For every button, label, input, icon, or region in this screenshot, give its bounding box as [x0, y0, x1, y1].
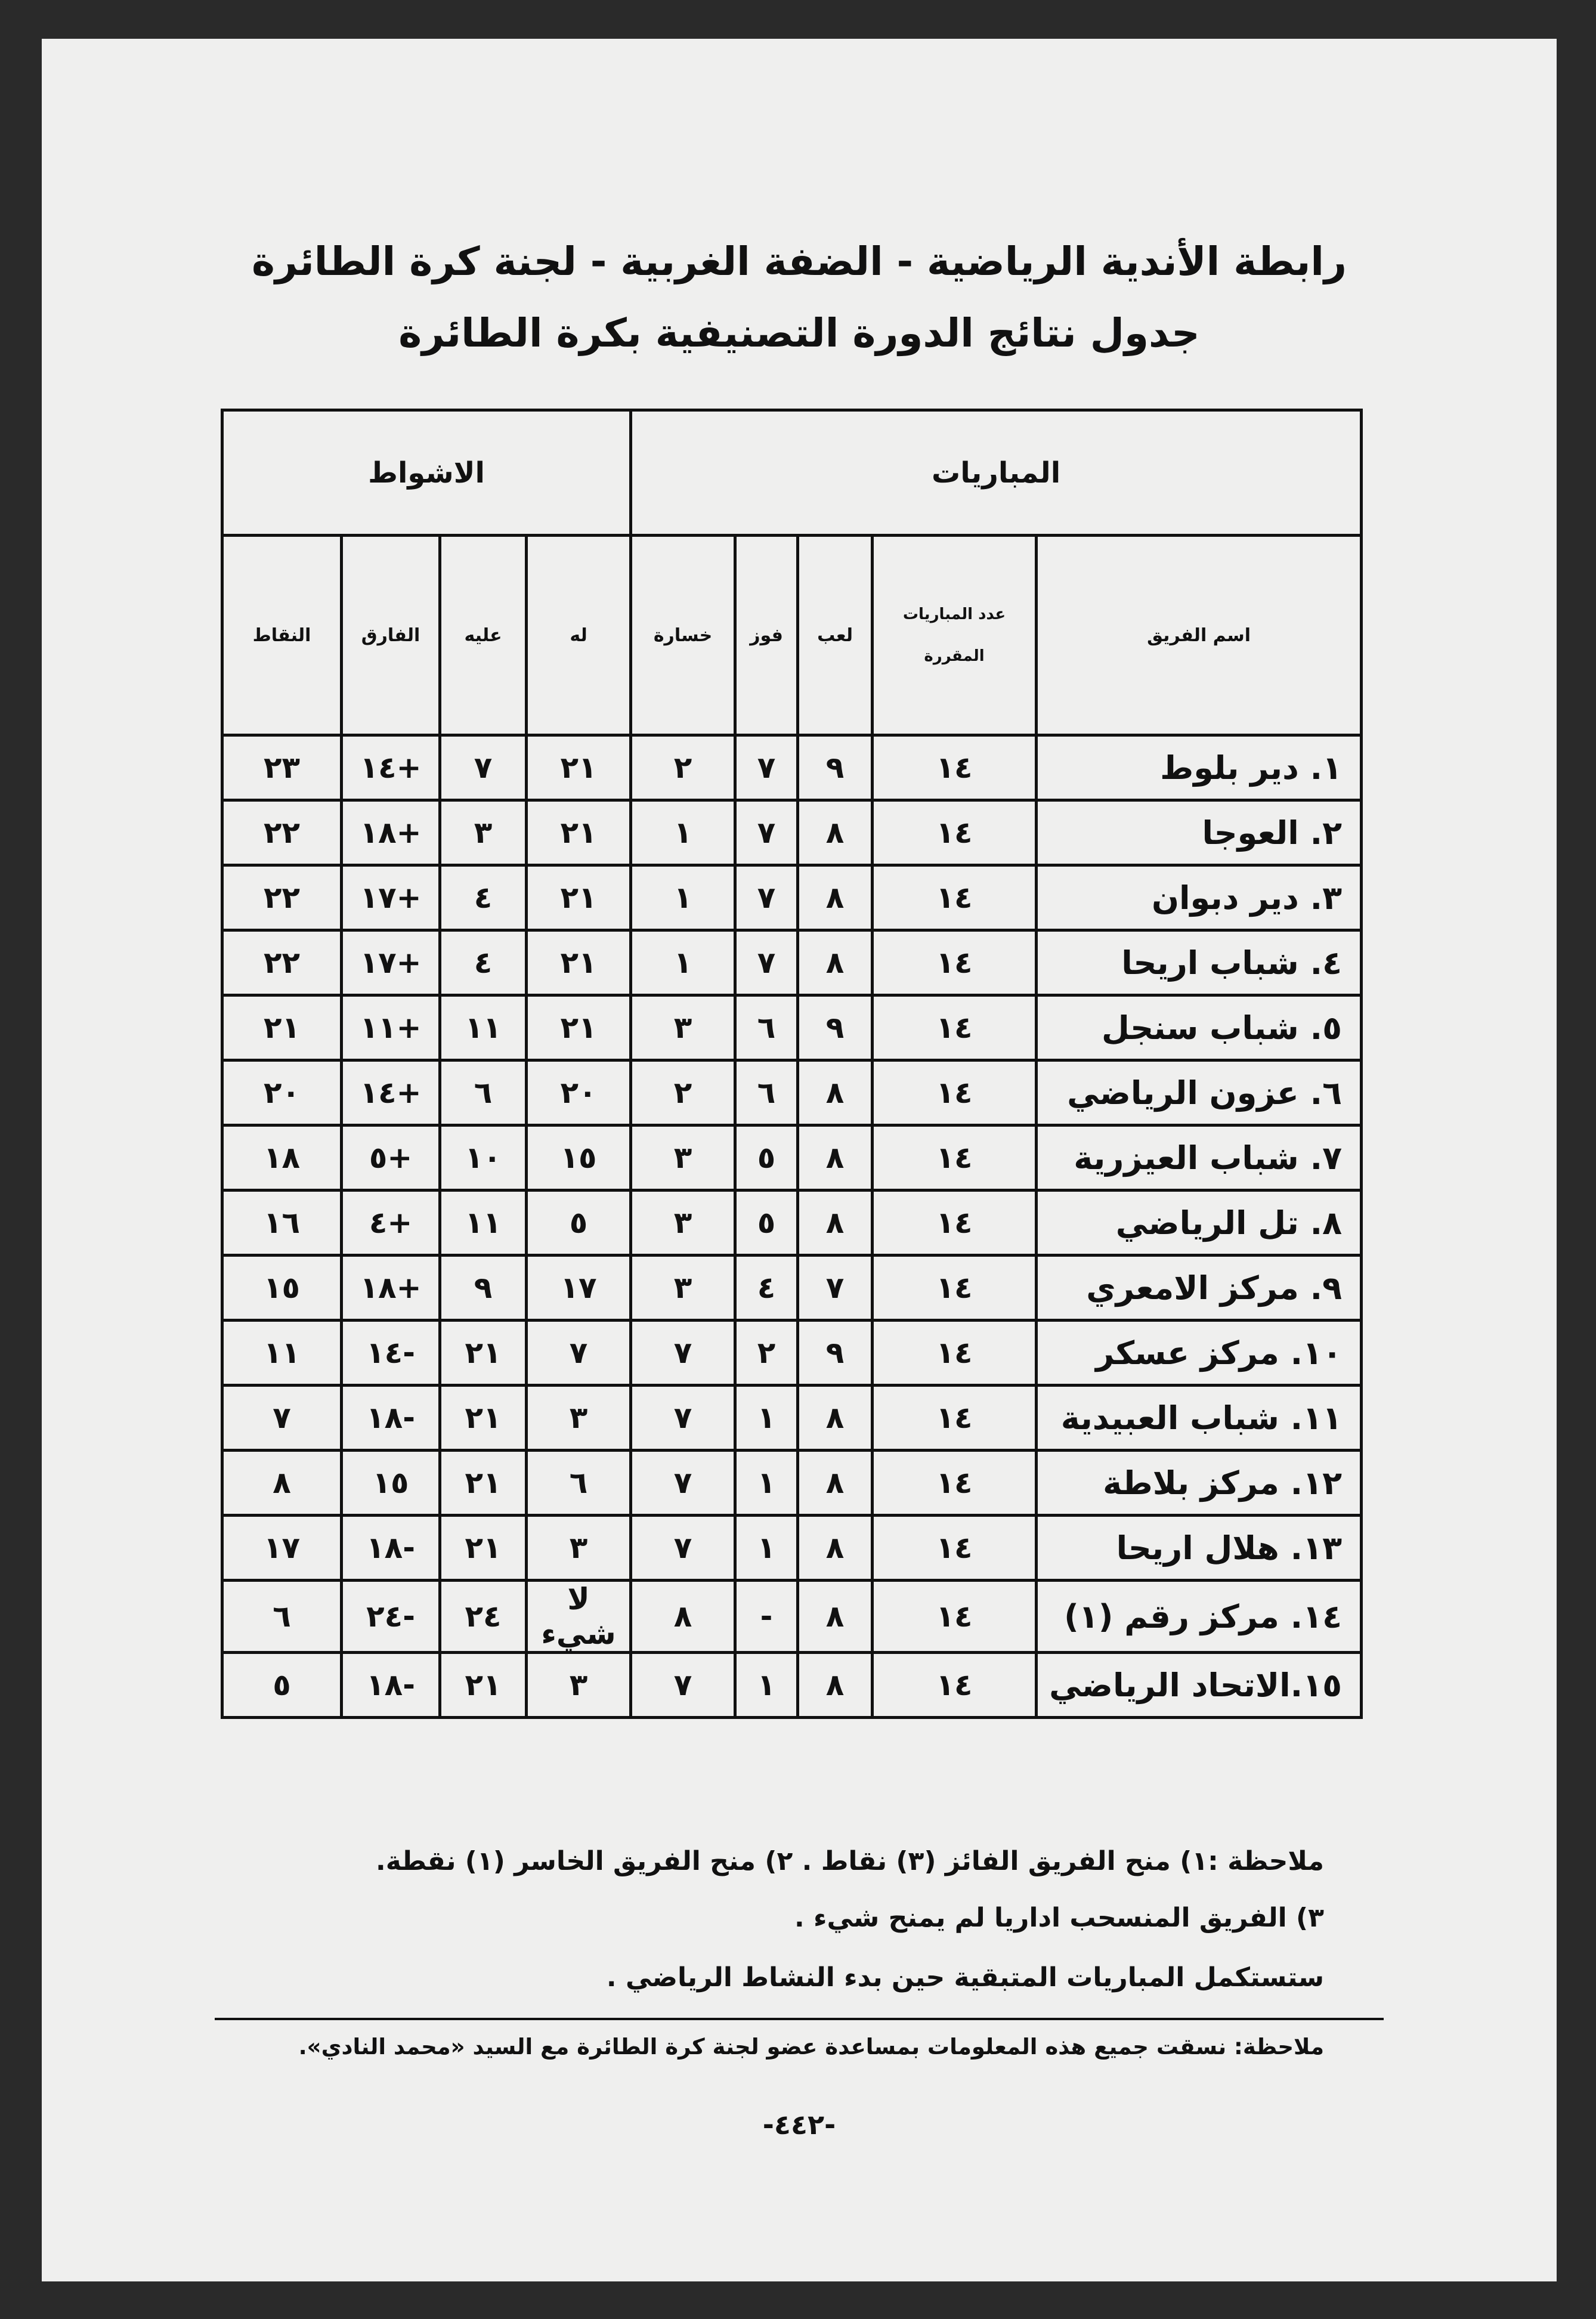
cell-played: ٨	[798, 865, 873, 930]
cell-played: ٩	[798, 1321, 873, 1386]
cell-against: ٢١	[440, 1321, 527, 1386]
cell-team: ١٠. مركز عسكر	[1037, 1321, 1362, 1386]
group-header-matches: المباريات	[631, 410, 1362, 536]
cell-scheduled: ١٤	[873, 735, 1037, 800]
cell-diff: -١٨	[342, 1653, 440, 1718]
cell-diff: +١٤	[342, 1060, 440, 1126]
col-header-lost: خسارة	[631, 536, 735, 735]
cell-diff: +١١	[342, 995, 440, 1060]
cell-for: ٣	[527, 1516, 631, 1581]
cell-against: ١١	[440, 995, 527, 1060]
cell-team: ٥. شباب سنجل	[1037, 995, 1362, 1060]
cell-lost: ٣	[631, 1126, 735, 1191]
col-header-for: له	[527, 536, 631, 735]
col-header-played: لعب	[798, 536, 873, 735]
cell-scheduled: ١٤	[873, 1321, 1037, 1386]
table-row	[222, 1126, 1362, 1191]
cell-team: ١١. شباب العبيدية	[1037, 1386, 1362, 1451]
cell-diff: +١٤	[342, 735, 440, 800]
note-points: ملاحظة :١) منح الفريق الفائز (٣) نقاط . ٢) منح الفريق الخاسر (١) نقطة.	[376, 1846, 1324, 1876]
cell-for: ٢١	[527, 735, 631, 800]
cell-played: ٨	[798, 1386, 873, 1451]
cell-for: ٢٠	[527, 1060, 631, 1126]
cell-won: ٧	[735, 800, 798, 865]
cell-won: ٢	[735, 1321, 798, 1386]
cell-played: ٨	[798, 1126, 873, 1191]
table-row	[222, 995, 1362, 1060]
cell-diff: +١٧	[342, 865, 440, 930]
cell-points: ١٥	[222, 1256, 342, 1321]
cell-played: ٩	[798, 995, 873, 1060]
cell-scheduled: ١٤	[873, 1256, 1037, 1321]
cell-for: ٣	[527, 1386, 631, 1451]
cell-for: ١٥	[527, 1126, 631, 1191]
table-row	[222, 1653, 1362, 1718]
cell-played: ٨	[798, 1191, 873, 1256]
note-withdrawn: ٣) الفريق المنسحب اداريا لم يمنح شيء .	[794, 1903, 1324, 1933]
cell-team: ٦. عزون الرياضي	[1037, 1060, 1362, 1126]
note-remaining: ستستكمل المباريات المتبقية حين بدء النشاط الرياضي .	[606, 1962, 1324, 1993]
col-header-team: اسم الفريق	[1037, 536, 1362, 735]
cell-lost: ٧	[631, 1386, 735, 1451]
cell-scheduled: ١٤	[873, 1451, 1037, 1516]
cell-scheduled: ١٤	[873, 1191, 1037, 1256]
cell-team: ٤. شباب اريحا	[1037, 930, 1362, 995]
cell-points: ٧	[222, 1386, 342, 1451]
cell-scheduled: ١٤	[873, 995, 1037, 1060]
cell-lost: ٧	[631, 1653, 735, 1718]
table-row	[222, 1516, 1362, 1581]
cell-played: ٧	[798, 1256, 873, 1321]
title-table: جدول نتائج الدورة التصنيفية بكرة الطائرة	[398, 310, 1200, 356]
cell-for: ٧	[527, 1321, 631, 1386]
cell-team: ١٤. مركز رقم (١)	[1037, 1581, 1362, 1653]
cell-points: ٢١	[222, 995, 342, 1060]
cell-points: ٥	[222, 1653, 342, 1718]
table-row	[222, 1060, 1362, 1126]
cell-points: ١٦	[222, 1191, 342, 1256]
cell-lost: ٣	[631, 1256, 735, 1321]
cell-for: ٥	[527, 1191, 631, 1256]
cell-scheduled: ١٤	[873, 1126, 1037, 1191]
results-table	[221, 409, 1363, 1719]
table-row	[222, 735, 1362, 800]
cell-team: ١٣. هلال اريحا	[1037, 1516, 1362, 1581]
cell-against: ٤	[440, 930, 527, 995]
cell-against: ٢١	[440, 1653, 527, 1718]
cell-points: ١١	[222, 1321, 342, 1386]
cell-scheduled: ١٤	[873, 865, 1037, 930]
cell-team: ٧. شباب العيزرية	[1037, 1126, 1362, 1191]
cell-won: ٧	[735, 735, 798, 800]
cell-diff: +١٧	[342, 930, 440, 995]
cell-against: ٣	[440, 800, 527, 865]
cell-against: ٢٤	[440, 1581, 527, 1653]
cell-team: ٣. دير دبوان	[1037, 865, 1362, 930]
table-row	[222, 1451, 1362, 1516]
table-row	[222, 800, 1362, 865]
cell-for: ٦	[527, 1451, 631, 1516]
cell-for: ٢١	[527, 800, 631, 865]
cell-against: ٢١	[440, 1386, 527, 1451]
col-header-points: النقاط	[222, 536, 342, 735]
cell-played: ٨	[798, 930, 873, 995]
cell-diff: -١٨	[342, 1516, 440, 1581]
cell-lost: ١	[631, 800, 735, 865]
cell-won: ١	[735, 1653, 798, 1718]
cell-points: ٢٢	[222, 930, 342, 995]
cell-diff: -٢٤	[342, 1581, 440, 1653]
cell-points: ٢٢	[222, 865, 342, 930]
cell-lost: ١	[631, 930, 735, 995]
cell-won: ١	[735, 1516, 798, 1581]
cell-team: ٢. العوجا	[1037, 800, 1362, 865]
cell-diff: -١٨	[342, 1386, 440, 1451]
cell-lost: ٧	[631, 1321, 735, 1386]
cell-scheduled: ١٤	[873, 1386, 1037, 1451]
cell-points: ١٨	[222, 1126, 342, 1191]
cell-won: ٤	[735, 1256, 798, 1321]
cell-team: ٨. تل الرياضي	[1037, 1191, 1362, 1256]
cell-team: ٩. مركز الامعري	[1037, 1256, 1362, 1321]
cell-team: ١٢. مركز بلاطة	[1037, 1451, 1362, 1516]
cell-against: ٦	[440, 1060, 527, 1126]
cell-team: ١٥.الاتحاد الرياضي	[1037, 1653, 1362, 1718]
cell-won: ٦	[735, 995, 798, 1060]
col-header-scheduled: عدد المباريات المقررة	[873, 536, 1037, 735]
cell-won: ٦	[735, 1060, 798, 1126]
cell-lost: ٧	[631, 1451, 735, 1516]
cell-for: ٣	[527, 1653, 631, 1718]
cell-for: ٢١	[527, 865, 631, 930]
page-number: -٤٤٢-	[762, 2108, 836, 2141]
table-row	[222, 865, 1362, 930]
cell-for: ١٧	[527, 1256, 631, 1321]
cell-against: ٧	[440, 735, 527, 800]
cell-won: ٧	[735, 930, 798, 995]
footnote-divider	[215, 2018, 1384, 2020]
cell-diff: -١٤	[342, 1321, 440, 1386]
cell-played: ٨	[798, 800, 873, 865]
col-header-won: فوز	[735, 536, 798, 735]
title-league: رابطة الأندية الرياضية - الضفة الغربية - لجنة كرة الطائرة	[252, 239, 1347, 285]
cell-lost: ٢	[631, 735, 735, 800]
cell-diff: ١٥	[342, 1451, 440, 1516]
cell-diff: +١٨	[342, 1256, 440, 1321]
cell-won: ١	[735, 1386, 798, 1451]
cell-played: ٨	[798, 1653, 873, 1718]
cell-points: ٢٣	[222, 735, 342, 800]
cell-won: -	[735, 1581, 798, 1653]
cell-against: ٢١	[440, 1516, 527, 1581]
cell-scheduled: ١٤	[873, 800, 1037, 865]
cell-scheduled: ١٤	[873, 930, 1037, 995]
cell-played: ٨	[798, 1451, 873, 1516]
cell-against: ٢١	[440, 1451, 527, 1516]
cell-lost: ١	[631, 865, 735, 930]
document-page	[42, 39, 1557, 2281]
cell-for: لا شيء	[527, 1581, 631, 1653]
cell-diff: +٤	[342, 1191, 440, 1256]
cell-won: ١	[735, 1451, 798, 1516]
footnote: ملاحظة: نسقت جميع هذه المعلومات بمساعدة عضو لجنة كرة الطائرة مع السيد «محمد النادي».	[298, 2034, 1324, 2060]
table-row	[222, 1191, 1362, 1256]
cell-scheduled: ١٤	[873, 1060, 1037, 1126]
col-header-against: عليه	[440, 536, 527, 735]
cell-against: ١١	[440, 1191, 527, 1256]
cell-points: ٨	[222, 1451, 342, 1516]
cell-won: ٥	[735, 1126, 798, 1191]
cell-diff: +١٨	[342, 800, 440, 865]
cell-lost: ٣	[631, 1191, 735, 1256]
cell-lost: ٣	[631, 995, 735, 1060]
table-row	[222, 1321, 1362, 1386]
cell-scheduled: ١٤	[873, 1653, 1037, 1718]
cell-played: ٨	[798, 1060, 873, 1126]
cell-won: ٧	[735, 865, 798, 930]
table-row	[222, 1256, 1362, 1321]
cell-diff: +٥	[342, 1126, 440, 1191]
cell-played: ٨	[798, 1581, 873, 1653]
cell-scheduled: ١٤	[873, 1581, 1037, 1653]
table-body	[222, 735, 1362, 1718]
cell-for: ٢١	[527, 930, 631, 995]
cell-points: ٢٢	[222, 800, 342, 865]
table-row	[222, 1386, 1362, 1451]
cell-lost: ٢	[631, 1060, 735, 1126]
cell-lost: ٨	[631, 1581, 735, 1653]
table-row	[222, 1581, 1362, 1653]
cell-for: ٢١	[527, 995, 631, 1060]
cell-points: ١٧	[222, 1516, 342, 1581]
cell-team: ١. دير بلوط	[1037, 735, 1362, 800]
cell-won: ٥	[735, 1191, 798, 1256]
cell-points: ٢٠	[222, 1060, 342, 1126]
table-row	[222, 930, 1362, 995]
cell-against: ٩	[440, 1256, 527, 1321]
cell-against: ٤	[440, 865, 527, 930]
group-header-sets: الاشواط	[222, 410, 631, 536]
cell-lost: ٧	[631, 1516, 735, 1581]
cell-played: ٨	[798, 1516, 873, 1581]
col-header-diff: الفارق	[342, 536, 440, 735]
cell-scheduled: ١٤	[873, 1516, 1037, 1581]
cell-played: ٩	[798, 735, 873, 800]
cell-points: ٦	[222, 1581, 342, 1653]
cell-against: ١٠	[440, 1126, 527, 1191]
